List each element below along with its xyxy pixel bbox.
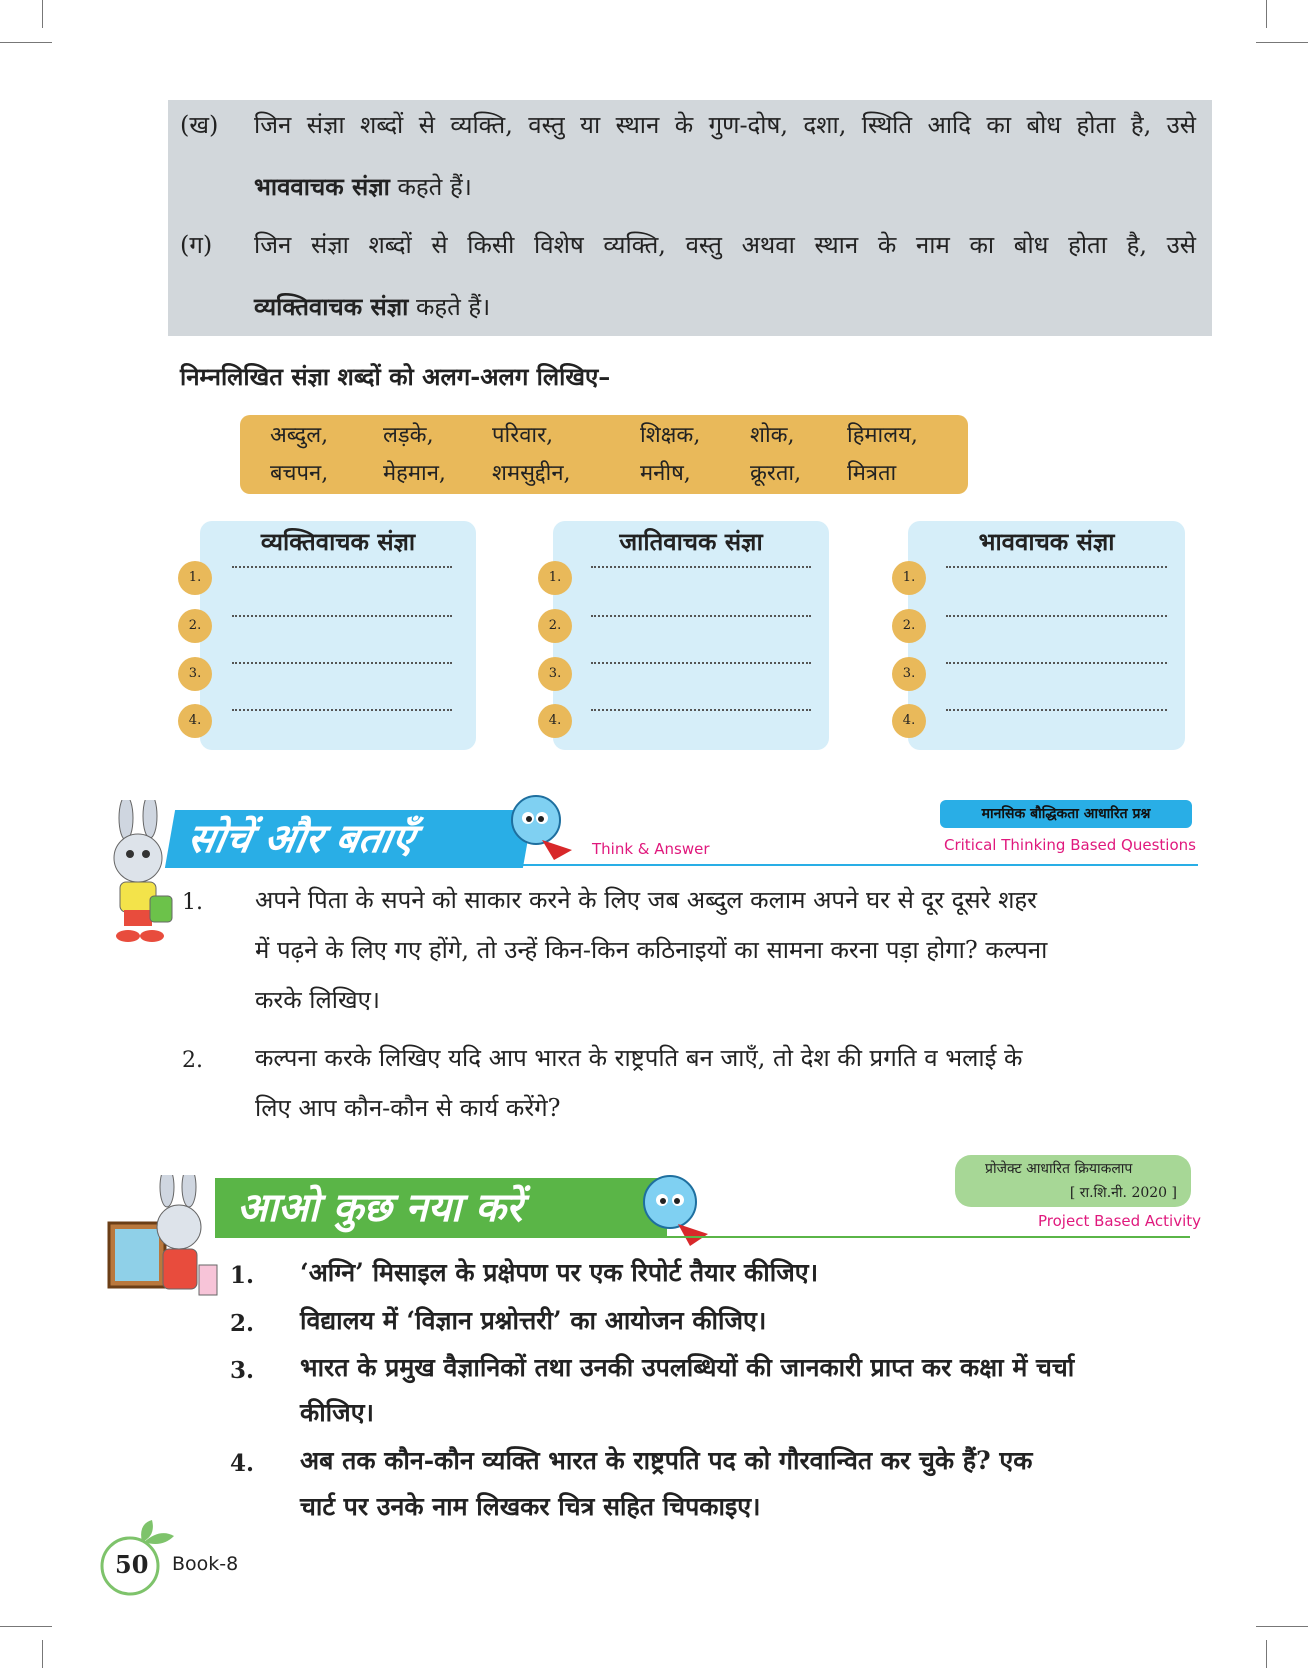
question-number: 1. (182, 890, 203, 915)
crop-mark (42, 1640, 43, 1668)
column-jativachak (553, 521, 829, 750)
answer-line[interactable] (946, 709, 1167, 711)
number-bullet: 2. (892, 609, 926, 643)
project-tag-english: Project Based Activity (1038, 1212, 1202, 1230)
question-line: अपने पिता के सपने को साकार करने के लिए जब अब्दुल कलाम अपने घर से दूर दूसरे शहर (255, 886, 1037, 914)
question-text (255, 1033, 1155, 1133)
question-line: लिए आप कौन-कौन से कार्य करेंगे? (255, 1094, 561, 1122)
definition-label: (ग) (180, 231, 213, 259)
question-line: करके लिखिए। (255, 986, 381, 1014)
crop-mark (0, 1626, 52, 1627)
number-bullet: 2. (538, 609, 572, 643)
number-bullet: 4. (538, 704, 572, 738)
project-text: चार्ट पर उनके नाम लिखकर चित्र सहित चिपकाइए। (300, 1492, 761, 1521)
think-answer-banner (165, 810, 533, 868)
word: परिवार, (492, 423, 554, 448)
column-heading: भाववाचक संज्ञा (978, 527, 1115, 556)
answer-line[interactable] (232, 615, 452, 617)
word: बचपन, (270, 461, 329, 486)
project-text: भारत के प्रमुख वैज्ञानिकों तथा उनकी उपलब्धियों की जानकारी प्राप्त कर कक्षा में चर्चा (300, 1353, 1075, 1382)
section-underline (168, 864, 1198, 866)
crop-mark (1256, 1626, 1308, 1627)
crop-mark (0, 42, 52, 43)
answer-line[interactable] (232, 566, 452, 568)
project-tag-box (955, 1155, 1191, 1207)
project-number: 4. (230, 1450, 255, 1477)
number-bullet: 3. (892, 657, 926, 691)
number-bullet: 3. (538, 657, 572, 691)
think-subtitle: Think & Answer (592, 840, 710, 858)
definition-term-line (254, 290, 490, 323)
definition-suffix: कहते हैं। (389, 173, 472, 201)
project-banner (215, 1178, 667, 1238)
answer-line[interactable] (591, 615, 811, 617)
project-text: अब तक कौन-कौन व्यक्ति भारत के राष्ट्रपति पद को गौरवान्वित कर चुके हैं? एक (300, 1446, 1033, 1475)
banner-title: आओ कुछ नया करें (237, 1185, 523, 1231)
definition-text: जिन संज्ञा शब्दों से व्यक्ति, वस्तु या स्थान के गुण-दोष, दशा, स्थिति आदि का बोध होता है, उसे (254, 111, 1196, 139)
crop-mark (42, 0, 43, 28)
column-heading: जातिवाचक संज्ञा (619, 527, 763, 556)
rabbit-painter-icon (105, 1175, 225, 1310)
page-number: 50 (115, 1550, 149, 1579)
pencil-mascot-icon (506, 790, 578, 862)
think-tag-hindi: मानसिक बौद्धिकता आधारित प्रश्न (940, 800, 1192, 828)
word: मेहमान, (383, 461, 446, 486)
definition-label: (ख) (180, 111, 219, 139)
answer-line[interactable] (946, 615, 1167, 617)
project-text: कीजिए। (300, 1398, 375, 1427)
exercise-instruction: निम्नलिखित संज्ञा शब्दों को अलग-अलग लिखिए– (180, 362, 611, 391)
word: हिमालय, (847, 423, 918, 448)
word: अब्दुल, (270, 423, 329, 448)
word: मित्रता (847, 461, 897, 486)
definition-term: व्यक्तिवाचक संज्ञा (254, 292, 409, 321)
column-heading: व्यक्तिवाचक संज्ञा (260, 527, 416, 556)
answer-line[interactable] (946, 566, 1167, 568)
crop-mark (1266, 0, 1267, 28)
answer-line[interactable] (591, 566, 811, 568)
project-text: ‘अग्नि’ मिसाइल के प्रक्षेपण पर एक रिपोर्ट तैयार कीजिए। (300, 1258, 819, 1287)
project-number: 1. (230, 1262, 255, 1289)
word: शिक्षक, (640, 423, 701, 448)
word: शोक, (750, 423, 795, 448)
question-number: 2. (182, 1048, 203, 1073)
word-box (240, 415, 968, 494)
pencil-mascot-icon (640, 1170, 712, 1250)
question-text (255, 875, 1155, 1025)
column-bhavvachak (908, 521, 1185, 750)
crop-mark (1266, 1640, 1267, 1668)
think-tag-english: Critical Thinking Based Questions (944, 836, 1196, 854)
answer-line[interactable] (232, 662, 452, 664)
number-bullet: 2. (178, 609, 212, 643)
number-bullet: 1. (538, 561, 572, 595)
definition-text: जिन संज्ञा शब्दों से किसी विशेष व्यक्ति, वस्तु अथवा स्थान के नाम का बोध होता है, उसे (254, 231, 1196, 259)
number-bullet: 4. (178, 704, 212, 738)
section-underline (218, 1236, 1190, 1238)
banner-title: सोचें और बताएँ (183, 816, 419, 862)
column-vyaktivachak (200, 521, 476, 750)
project-tag-hindi: प्रोजेक्ट आधारित क्रियाकलाप (985, 1161, 1133, 1177)
word: क्रूरता, (750, 461, 802, 486)
definition-term: भाववाचक संज्ञा (254, 172, 390, 201)
answer-line[interactable] (591, 662, 811, 664)
book-label: Book-8 (172, 1553, 239, 1575)
question-line: कल्पना करके लिखिए यदि आप भारत के राष्ट्रपति बन जाएँ, तो देश की प्रगति व भलाई के (255, 1044, 1023, 1072)
answer-line[interactable] (232, 709, 452, 711)
rabbit-mascot-icon (98, 800, 178, 950)
project-text: विद्यालय में ‘विज्ञान प्रश्नोत्तरी’ का आयोजन कीजिए। (300, 1306, 767, 1335)
project-number: 2. (230, 1310, 255, 1337)
word: शमसुद्दीन, (492, 461, 571, 486)
definition-suffix: कहते हैं। (408, 293, 491, 321)
project-number: 3. (230, 1357, 255, 1384)
word: लड़के, (383, 423, 434, 448)
crop-mark (1256, 42, 1308, 43)
project-tag-ref: [ रा.शि.नी. 2020 ] (1069, 1185, 1177, 1201)
number-bullet: 4. (892, 704, 926, 738)
word: मनीष, (640, 461, 691, 486)
number-bullet: 1. (892, 561, 926, 595)
number-bullet: 3. (178, 657, 212, 691)
answer-line[interactable] (591, 709, 811, 711)
definition-box (168, 100, 1212, 336)
definition-term-line (254, 170, 472, 203)
number-bullet: 1. (178, 561, 212, 595)
question-line: में पढ़ने के लिए गए होंगे, तो उन्हें किन-किन कठिनाइयों का सामना करना पड़ा होगा? कल्पना (255, 936, 1048, 964)
answer-line[interactable] (946, 662, 1167, 664)
